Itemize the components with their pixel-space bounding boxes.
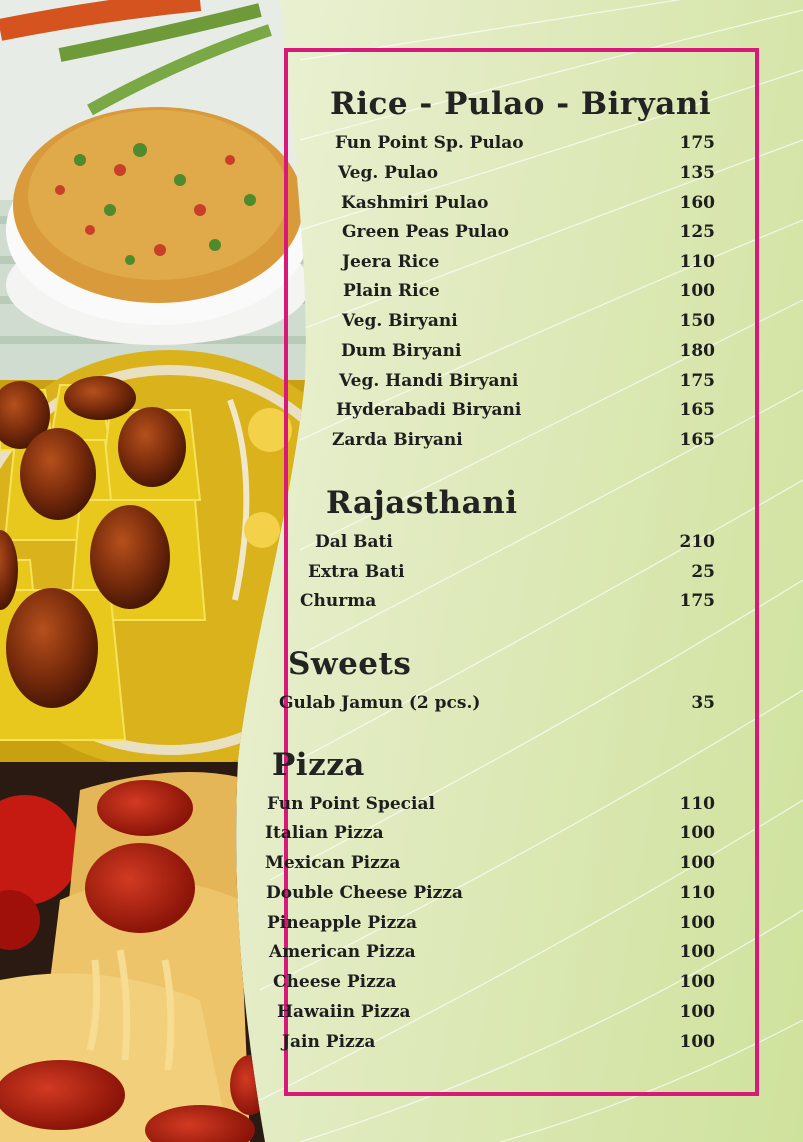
menu-item-price: 175: [679, 371, 715, 391]
menu-item-price: 100: [679, 913, 715, 933]
section-title-pizza: Pizza: [272, 747, 365, 783]
menu-item-price: 110: [679, 252, 715, 272]
menu-item-name: Dum Biryani: [341, 341, 462, 361]
menu-item-price: 160: [679, 193, 715, 213]
section-title-sweets: Sweets: [288, 646, 412, 682]
menu-item-name: Cheese Pizza: [273, 972, 397, 992]
menu-item-price: 100: [679, 1002, 715, 1022]
menu-item-name: Fun Point Sp. Pulao: [335, 133, 524, 153]
menu-item-name: Mexican Pizza: [265, 853, 401, 873]
menu-item-price: 110: [679, 794, 715, 814]
menu-item-name: Zarda Biryani: [332, 430, 463, 450]
menu-item-name: Dal Bati: [315, 532, 393, 552]
menu-item-name: Plain Rice: [343, 281, 440, 301]
menu-item-price: 35: [691, 693, 715, 713]
menu-item-name: Veg. Biryani: [342, 311, 458, 331]
menu-item-price: 100: [679, 942, 715, 962]
menu-item-name: Veg. Handi Biryani: [339, 371, 519, 391]
section-title-rice-pulao-biryani: Rice - Pulao - Biryani: [330, 86, 712, 122]
menu-item-price: 25: [691, 562, 715, 582]
menu-item-name: Hyderabadi Biryani: [336, 400, 522, 420]
menu-item-price: 100: [679, 281, 715, 301]
menu-item-name: Pineapple Pizza: [267, 913, 417, 933]
menu-item-price: 100: [679, 1032, 715, 1052]
menu-item-name: Double Cheese Pizza: [266, 883, 463, 903]
menu-item-price: 135: [679, 163, 715, 183]
menu-item-name: Churma: [300, 591, 377, 611]
menu-item-name: Hawaiin Pizza: [277, 1002, 411, 1022]
menu-item-price: 125: [679, 222, 715, 242]
menu-item-price: 175: [679, 591, 715, 611]
veg-pulao-bowl-photo: [0, 0, 320, 380]
menu-item-price: 110: [679, 883, 715, 903]
menu-item-price: 165: [679, 400, 715, 420]
menu-item-price: 100: [679, 853, 715, 873]
menu-item-name: Extra Bati: [308, 562, 405, 582]
menu-item-price: 165: [679, 430, 715, 450]
menu-item-name: Gulab Jamun (2 pcs.): [279, 693, 481, 713]
menu-item-price: 100: [679, 823, 715, 843]
menu-item-name: American Pizza: [269, 942, 416, 962]
menu-item-name: Jain Pizza: [282, 1032, 376, 1052]
menu-item-name: Veg. Pulao: [338, 163, 439, 183]
menu-item-name: Italian Pizza: [265, 823, 384, 843]
menu-item-price: 180: [679, 341, 715, 361]
menu-item-name: Kashmiri Pulao: [341, 193, 489, 213]
menu-item-price: 150: [679, 311, 715, 331]
menu-item-name: Jeera Rice: [342, 252, 440, 272]
section-title-rajasthani: Rajasthani: [326, 485, 518, 521]
menu-item-price: 175: [679, 133, 715, 153]
menu-item-price: 100: [679, 972, 715, 992]
menu-item-name: Fun Point Special: [267, 794, 435, 814]
menu-item-price: 210: [679, 532, 715, 552]
menu-item-name: Green Peas Pulao: [342, 222, 509, 242]
